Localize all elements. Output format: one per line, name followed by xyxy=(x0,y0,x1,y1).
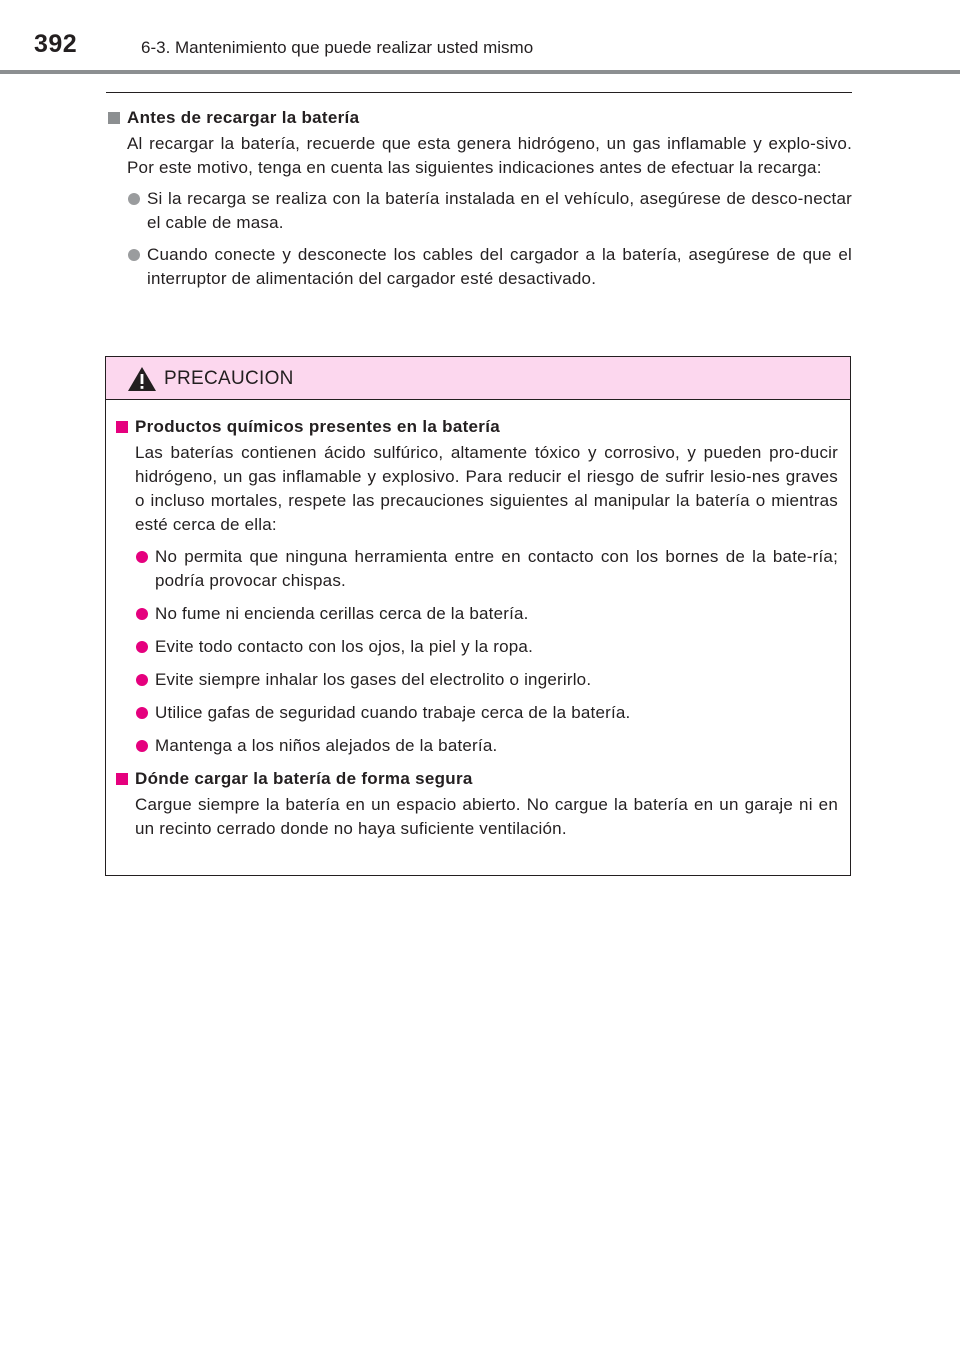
list-item-text: Mantenga a los niños alejados de la batería. xyxy=(155,736,498,755)
list-item-text: Evite todo contacto con los ojos, la piel y la ropa. xyxy=(155,637,533,656)
warning-triangle-icon xyxy=(127,366,157,392)
caution-body xyxy=(116,415,838,841)
list-item xyxy=(116,545,838,593)
list-item-text: Evite siempre inhalar los gases del electrolito o ingerirlo. xyxy=(155,670,592,689)
list-item xyxy=(116,602,838,626)
caution-heading-text: Productos químicos presentes en la batería xyxy=(135,417,500,436)
list-item xyxy=(108,243,852,291)
list-item-text: Si la recarga se realiza con la batería instalada en el vehículo, asegúrese de desco-nectar el cable de masa. xyxy=(147,189,852,232)
circle-bullet-icon xyxy=(136,551,148,563)
circle-bullet-icon xyxy=(136,740,148,752)
section-intro: Al recargar la batería, recuerde que esta genera hidrógeno, un gas inflamable y explo-sivo. Por este motivo, tenga en cuenta las siguientes indicaciones antes de efectuar la recarga: xyxy=(127,134,852,177)
caution-header xyxy=(106,357,850,400)
caution-box xyxy=(105,356,851,876)
page-number: 392 xyxy=(34,30,78,58)
list-item-text: No permita que ninguna herramienta entre en contacto con los bornes de la bate-ría; podría provocar chispas. xyxy=(155,547,838,590)
caution-title: PRECAUCION xyxy=(164,368,294,389)
circle-bullet-icon xyxy=(128,249,140,261)
list-item xyxy=(116,635,838,659)
circle-bullet-icon xyxy=(136,641,148,653)
caution-heading xyxy=(116,767,838,791)
square-bullet-icon xyxy=(108,112,120,124)
list-item xyxy=(116,734,838,758)
circle-bullet-icon xyxy=(136,608,148,620)
battery-recharge-section xyxy=(108,106,852,291)
list-item xyxy=(108,187,852,235)
caution-intro: Las baterías contienen ácido sulfúrico, altamente tóxico y corrosivo, y pueden pro-ducir hidrógeno, un gas inflamable y explosivo. Para reducir el riesgo de sufrir lesio-nes graves o incluso mortales, respete las precauciones siguientes al manipular la batería o mientras esté cerca de ella: xyxy=(135,443,838,534)
list-item xyxy=(116,668,838,692)
caution-heading xyxy=(116,415,838,439)
section-heading xyxy=(108,106,852,130)
header-rule xyxy=(0,70,960,74)
list-item-text: Cuando conecte y desconecte los cables del cargador a la batería, asegúrese de que el interruptor de alimentación del cargador esté desactivado. xyxy=(147,245,852,288)
section-heading-text: Antes de recargar la batería xyxy=(127,108,360,127)
list-item xyxy=(116,701,838,725)
circle-bullet-icon xyxy=(136,707,148,719)
square-bullet-icon xyxy=(116,773,128,785)
circle-bullet-icon xyxy=(128,193,140,205)
chapter-title: 6-3. Mantenimiento que puede realizar usted mismo xyxy=(141,38,534,57)
list-item-text: No fume ni encienda cerillas cerca de la batería. xyxy=(155,604,529,623)
list-item-text: Utilice gafas de seguridad cuando trabaje cerca de la batería. xyxy=(155,703,631,722)
caution-heading-text: Dónde cargar la batería de forma segura xyxy=(135,769,473,788)
square-bullet-icon xyxy=(116,421,128,433)
caution-text: Cargue siempre la batería en un espacio abierto. No cargue la batería en un garaje ni en un recinto cerrado donde no haya suficiente ventilación. xyxy=(135,795,838,838)
section-divider xyxy=(106,92,852,93)
circle-bullet-icon xyxy=(136,674,148,686)
